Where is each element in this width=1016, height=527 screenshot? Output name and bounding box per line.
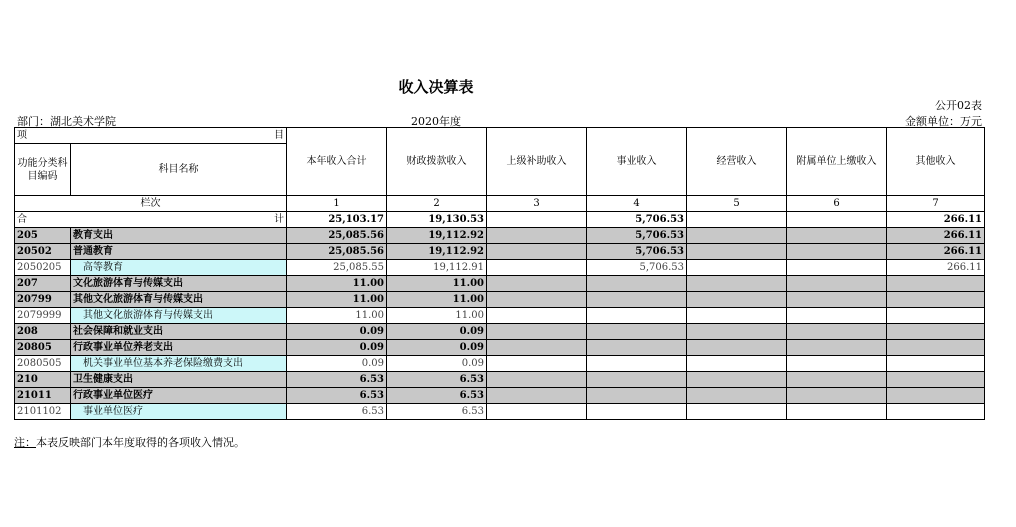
table-row: [15, 324, 985, 340]
amount-cell: [687, 340, 787, 356]
amount-cell: [787, 308, 887, 324]
amount-cell: [787, 276, 887, 292]
amount-cell: [587, 340, 687, 356]
header-col-3: 上级补助收入: [487, 128, 587, 196]
amount-cell: [687, 308, 787, 324]
amount-cell: [487, 260, 587, 276]
col-number: 1: [287, 196, 387, 212]
table-row: [15, 388, 985, 404]
amount-cell: [887, 324, 985, 340]
amount-cell: 0.09: [287, 340, 387, 356]
header-name: 科目名称: [71, 144, 287, 196]
amount-cell: 11.00: [387, 292, 487, 308]
header-col-6: 附属单位上缴收入: [787, 128, 887, 196]
amount-cell: 6.53: [287, 404, 387, 420]
amount-cell: 266.11: [887, 260, 985, 276]
table-row: [15, 276, 985, 292]
amount-cell: [687, 292, 787, 308]
total-cell: 19,130.53: [387, 212, 487, 228]
amount-cell: 0.09: [387, 340, 487, 356]
amount-cell: [487, 372, 587, 388]
total-cell: 5,706.53: [587, 212, 687, 228]
subject-name: 高等教育: [71, 260, 287, 276]
subject-name: 机关事业单位基本养老保险缴费支出: [71, 356, 287, 372]
total-label: 合 计: [15, 212, 287, 228]
amount-cell: 11.00: [287, 292, 387, 308]
page-title: 收入决算表: [398, 78, 474, 96]
subject-code: 210: [15, 372, 71, 388]
header-mu: 目: [274, 130, 284, 141]
total-cell: [687, 212, 787, 228]
amount-cell: 6.53: [287, 388, 387, 404]
header-col-1: 本年收入合计: [287, 128, 387, 196]
amount-cell: [687, 388, 787, 404]
header-xiang: 项: [17, 130, 27, 141]
amount-cell: [487, 308, 587, 324]
amount-cell: 19,112.92: [387, 228, 487, 244]
amount-cell: [587, 276, 687, 292]
amount-cell: 6.53: [387, 372, 487, 388]
table-row: [15, 260, 985, 276]
amount-cell: [487, 388, 587, 404]
amount-cell: [887, 276, 985, 292]
header-col-2: 财政拨款收入: [387, 128, 487, 196]
header-lanci: 栏次: [15, 196, 287, 212]
subject-code: 20805: [15, 340, 71, 356]
amount-cell: [887, 388, 985, 404]
col-number: 5: [687, 196, 787, 212]
amount-cell: [887, 404, 985, 420]
amount-cell: [587, 356, 687, 372]
amount-cell: [487, 356, 587, 372]
amount-cell: 5,706.53: [587, 244, 687, 260]
header-col-7: 其他收入: [887, 128, 985, 196]
subject-code: 20502: [15, 244, 71, 260]
amount-cell: [687, 228, 787, 244]
amount-cell: [887, 340, 985, 356]
amount-cell: 11.00: [387, 276, 487, 292]
amount-cell: [787, 388, 887, 404]
amount-cell: [687, 324, 787, 340]
amount-cell: [487, 340, 587, 356]
total-cell: 25,103.17: [287, 212, 387, 228]
subject-code: 205: [15, 228, 71, 244]
amount-cell: [887, 308, 985, 324]
amount-cell: [687, 244, 787, 260]
amount-cell: [787, 340, 887, 356]
amount-cell: [587, 388, 687, 404]
amount-cell: [787, 356, 887, 372]
subject-name: 其他文化旅游体育与传媒支出: [71, 292, 287, 308]
amount-cell: [487, 292, 587, 308]
col-number: 2: [387, 196, 487, 212]
table-row: [15, 404, 985, 420]
subject-name: 其他文化旅游体育与传媒支出: [71, 308, 287, 324]
amount-cell: [887, 356, 985, 372]
amount-cell: [687, 276, 787, 292]
table-row: [15, 356, 985, 372]
col-number: 6: [787, 196, 887, 212]
amount-cell: [887, 292, 985, 308]
amount-cell: 266.11: [887, 244, 985, 260]
table-row: [15, 292, 985, 308]
col-number: 3: [487, 196, 587, 212]
amount-cell: 19,112.91: [387, 260, 487, 276]
amount-cell: [787, 244, 887, 260]
header-col-4: 事业收入: [587, 128, 687, 196]
table-row: [15, 228, 985, 244]
total-row: [15, 212, 985, 228]
table-row: [15, 308, 985, 324]
amount-cell: [887, 372, 985, 388]
amount-cell: [687, 356, 787, 372]
header-col-5: 经营收入: [687, 128, 787, 196]
subject-name: 文化旅游体育与传媒支出: [71, 276, 287, 292]
subject-code: 2080505: [15, 356, 71, 372]
amount-cell: [587, 372, 687, 388]
amount-cell: [787, 228, 887, 244]
amount-cell: 19,112.92: [387, 244, 487, 260]
amount-cell: 6.53: [387, 404, 487, 420]
amount-cell: [687, 260, 787, 276]
amount-cell: [687, 372, 787, 388]
department-label: 部门：湖北美术学院: [17, 115, 116, 128]
amount-cell: [587, 404, 687, 420]
amount-cell: 6.53: [287, 372, 387, 388]
header-code: 功能分类科目编码: [15, 144, 71, 196]
amount-cell: 0.09: [387, 324, 487, 340]
subject-code: 21011: [15, 388, 71, 404]
amount-cell: 25,085.55: [287, 260, 387, 276]
income-table: [14, 127, 985, 420]
amount-cell: 0.09: [287, 356, 387, 372]
subject-name: 普通教育: [71, 244, 287, 260]
subject-code: 2079999: [15, 308, 71, 324]
amount-cell: 0.09: [287, 324, 387, 340]
amount-cell: 0.09: [387, 356, 487, 372]
amount-cell: [487, 404, 587, 420]
header-xiangmu: [15, 128, 287, 144]
amount-cell: [687, 404, 787, 420]
amount-cell: [787, 260, 887, 276]
col-number: 4: [587, 196, 687, 212]
currency-unit: 金额单位：万元: [905, 115, 982, 128]
amount-cell: 25,085.56: [287, 228, 387, 244]
amount-cell: [787, 372, 887, 388]
form-number: 公开02表: [935, 99, 982, 112]
total-cell: [487, 212, 587, 228]
amount-cell: 5,706.53: [587, 228, 687, 244]
footnote: 注：本表反映部门本年度取得的各项收入情况。: [14, 436, 245, 449]
subject-code: 20799: [15, 292, 71, 308]
amount-cell: 5,706.53: [587, 260, 687, 276]
amount-cell: [487, 324, 587, 340]
amount-cell: [587, 308, 687, 324]
amount-cell: [487, 228, 587, 244]
subject-code: 2101102: [15, 404, 71, 420]
total-cell: 266.11: [887, 212, 985, 228]
subject-name: 行政事业单位养老支出: [71, 340, 287, 356]
amount-cell: [787, 404, 887, 420]
table-row: [15, 244, 985, 260]
subject-name: 行政事业单位医疗: [71, 388, 287, 404]
subject-name: 社会保障和就业支出: [71, 324, 287, 340]
table-row: [15, 372, 985, 388]
amount-cell: [787, 324, 887, 340]
subject-name: 教育支出: [71, 228, 287, 244]
amount-cell: 11.00: [387, 308, 487, 324]
subject-code: 2050205: [15, 260, 71, 276]
subject-name: 事业单位医疗: [71, 404, 287, 420]
amount-cell: [587, 324, 687, 340]
col-number: 7: [887, 196, 985, 212]
amount-cell: [787, 292, 887, 308]
subject-name: 卫生健康支出: [71, 372, 287, 388]
amount-cell: 11.00: [287, 308, 387, 324]
subject-code: 208: [15, 324, 71, 340]
fiscal-year: 2020年度: [411, 115, 461, 128]
amount-cell: 11.00: [287, 276, 387, 292]
amount-cell: [487, 244, 587, 260]
amount-cell: 266.11: [887, 228, 985, 244]
table-row: [15, 340, 985, 356]
subject-code: 207: [15, 276, 71, 292]
amount-cell: 25,085.56: [287, 244, 387, 260]
amount-cell: [487, 276, 587, 292]
total-cell: [787, 212, 887, 228]
amount-cell: [587, 292, 687, 308]
amount-cell: 6.53: [387, 388, 487, 404]
